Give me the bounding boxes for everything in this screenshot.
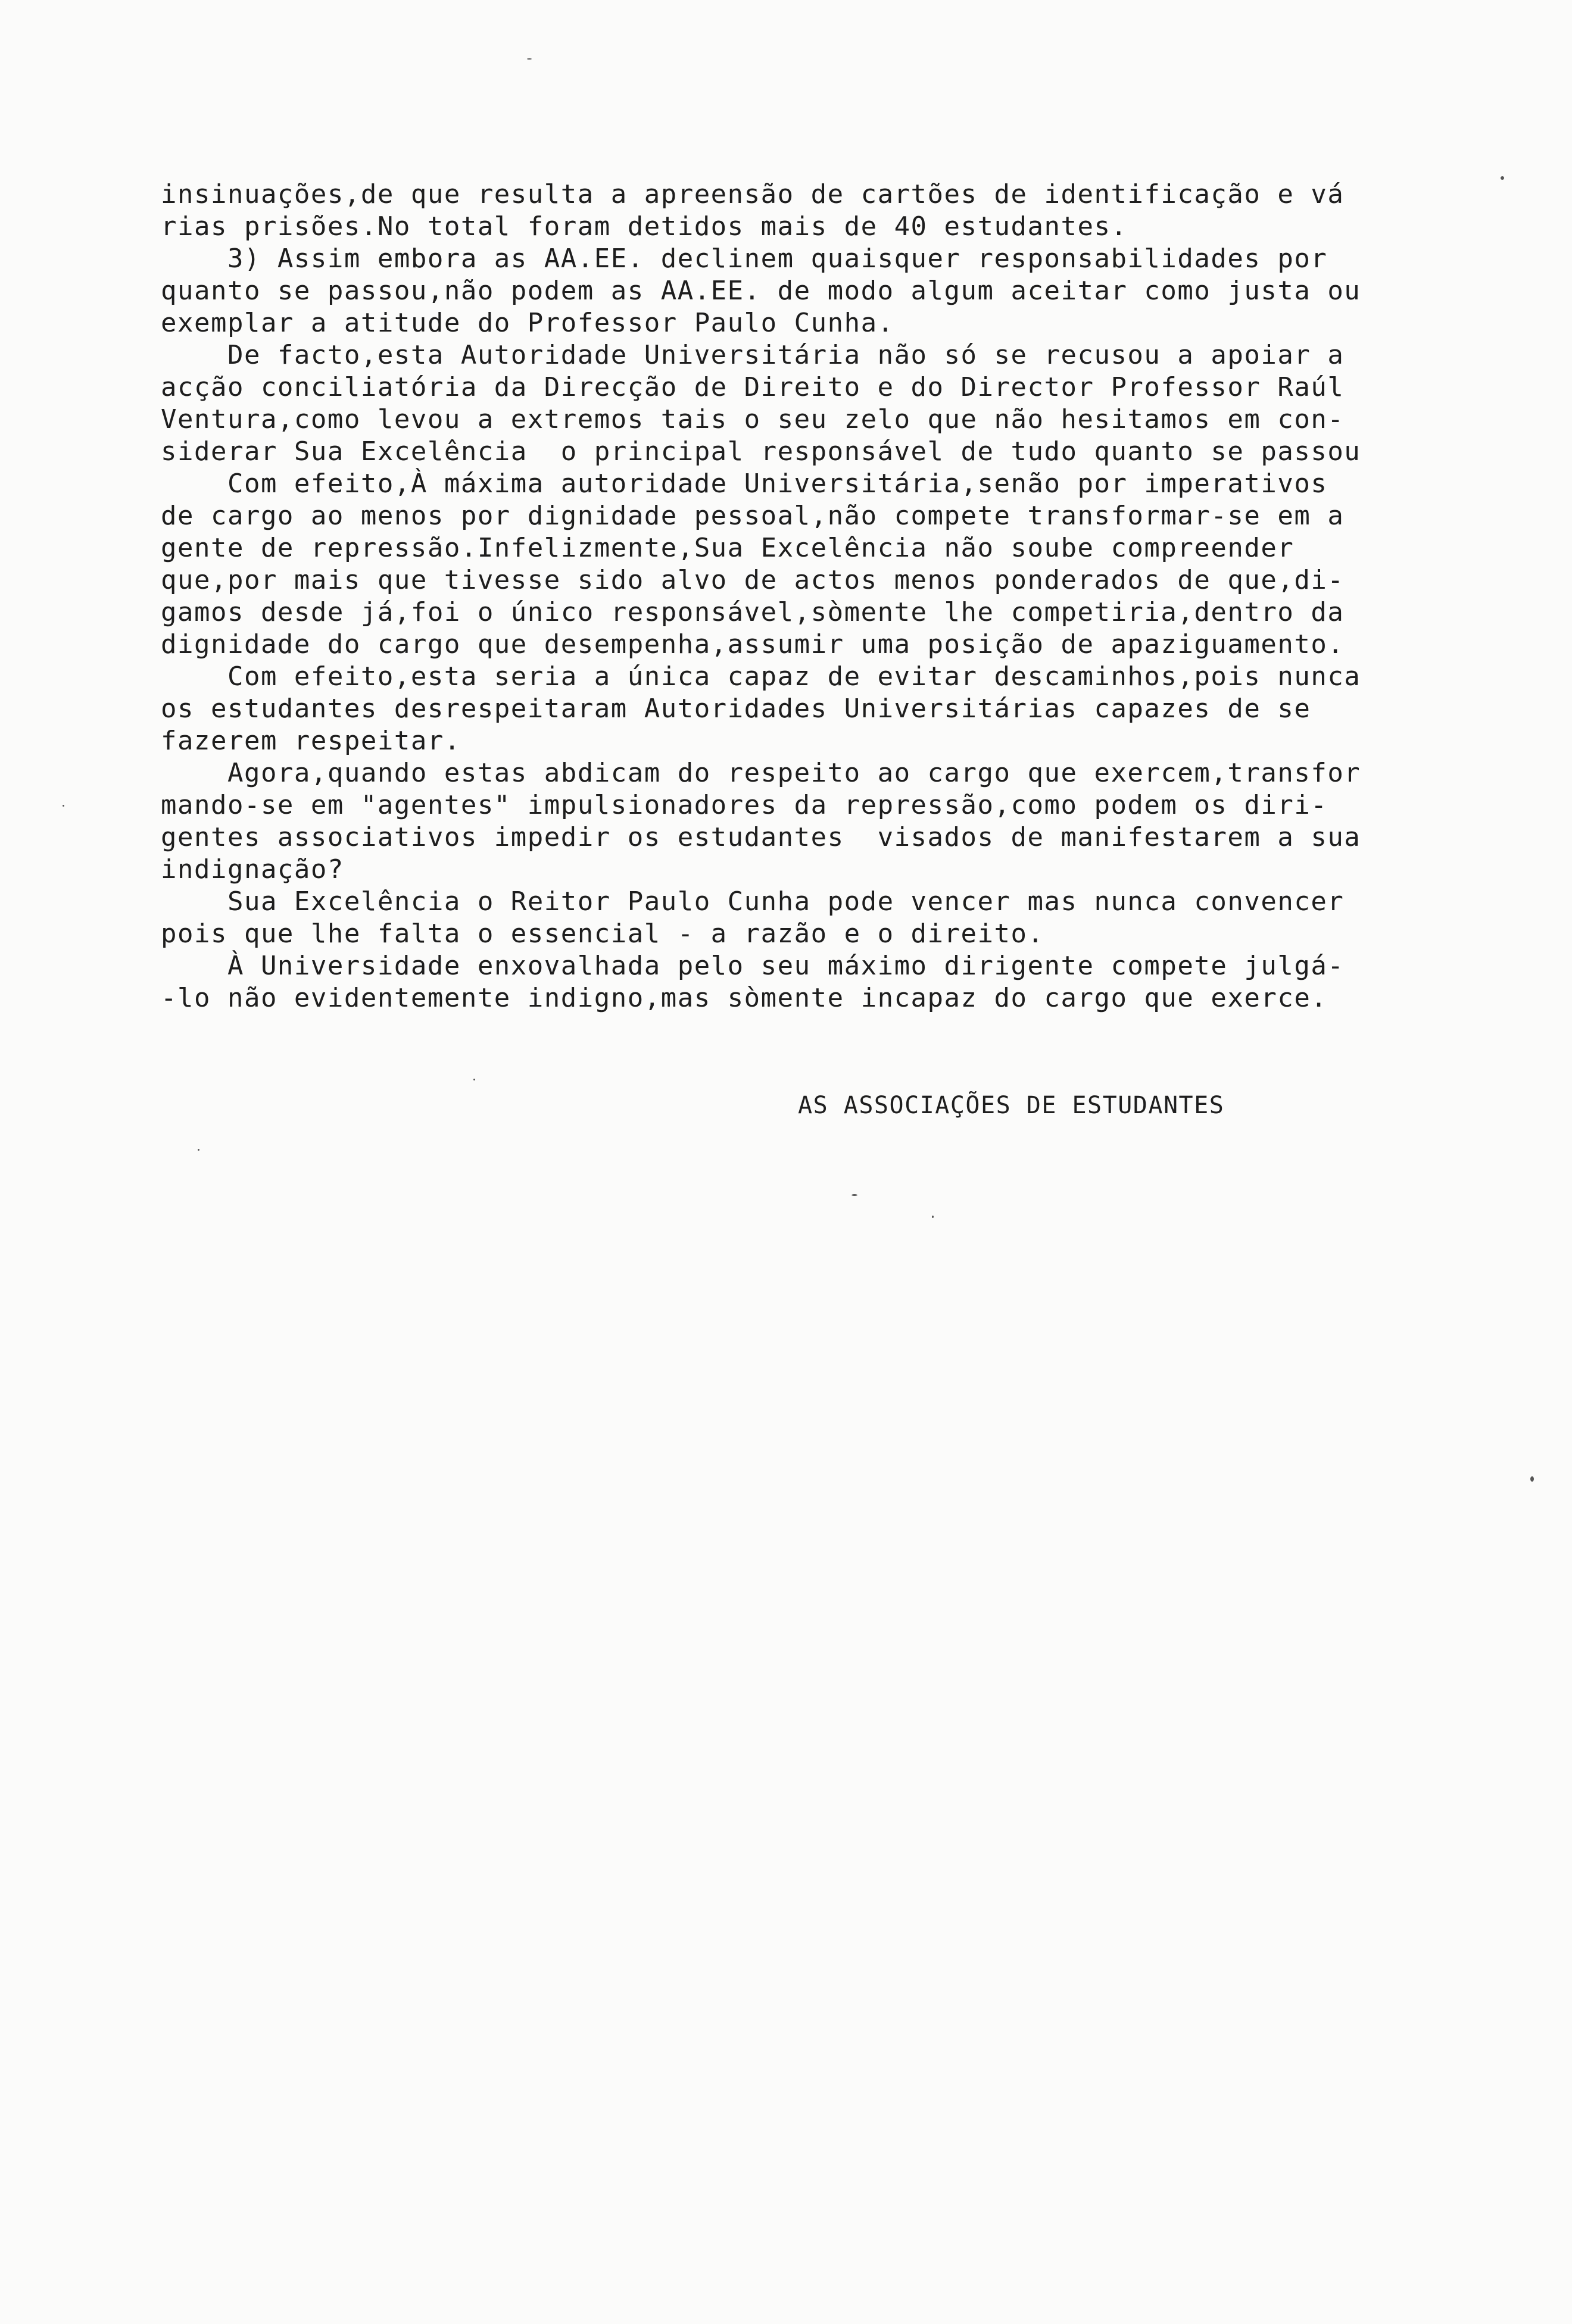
text-line-9: siderar Sua Excelência o principal responsável de tudo quanto se passou [161,436,1361,467]
scan-speck [1501,176,1504,180]
text-line-13: que,por mais que tivesse sido alvo de actos menos ponderados de que,di- [161,565,1345,595]
text-line-15: dignidade do cargo que desempenha,assumir uma posição de apaziguamento. [161,629,1345,660]
text-line-19: Agora,quando estas abdicam do respeito ao cargo que exercem,transfor [161,758,1361,788]
scan-speck [852,1194,857,1196]
scan-speck [1530,1476,1534,1482]
signature-line: AS ASSOCIAÇÕES DE ESTUDANTES [798,1092,1225,1119]
text-line-17: os estudantes desrespeitaram Autoridades Universitárias capazes de se [161,694,1311,724]
text-line-2: rias prisões.No total foram detidos mais de 40 estudantes. [161,211,1128,242]
text-line-7: acção conciliatória da Direcção de Direito e do Director Professor Raúl [161,372,1345,402]
text-line-3: 3) Assim embora as AA.EE. declinem quaisquer responsabilidades por [161,243,1328,274]
text-line-1: insinuações,de que resulta a apreensão de cartões de identificação e vá [161,179,1345,210]
text-line-14: gamos desde já,foi o único responsável,sòmente lhe competiria,dentro da [161,597,1345,627]
text-line-4: quanto se passou,não podem as AA.EE. de modo algum aceitar como justa ou [161,276,1361,306]
scan-speck [527,58,532,60]
scan-speck [473,1079,475,1080]
text-line-18: fazerem respeitar. [161,726,461,756]
text-line-25: À Universidade enxovalhada pelo seu máximo dirigente compete julgá- [161,951,1345,981]
text-line-24: pois que lhe falta o essencial - a razão e o direito. [161,919,1044,949]
text-line-21: gentes associativos impedir os estudantes visados de manifestarem a sua [161,822,1361,852]
text-line-8: Ventura,como levou a extremos tais o seu zelo que não hesitamos em con- [161,404,1345,435]
scan-speck [198,1149,199,1151]
scan-speck [63,805,64,807]
text-line-16: Com efeito,esta seria a única capaz de evitar descaminhos,pois nunca [161,661,1361,692]
text-line-5: exemplar a atitude do Professor Paulo Cunha. [161,308,894,338]
text-line-11: de cargo ao menos por dignidade pessoal,não compete transformar-se em a [161,501,1345,531]
text-line-6: De facto,esta Autoridade Universitária não só se recusou a apoiar a [161,340,1345,370]
text-line-12: gente de repressão.Infelizmente,Sua Excelência não soube compreender [161,533,1295,563]
text-line-22: indignação? [161,854,344,885]
scan-speck [932,1216,934,1218]
text-line-26: -lo não evidentemente indigno,mas sòmente incapaz do cargo que exerce. [161,983,1328,1013]
text-line-10: Com efeito,À máxima autoridade Universitária,senão por imperativos [161,468,1328,499]
text-line-20: mando-se em "agentes" impulsionadores da repressão,como podem os diri- [161,790,1328,820]
text-line-23: Sua Excelência o Reitor Paulo Cunha pode vencer mas nunca convencer [161,886,1345,917]
